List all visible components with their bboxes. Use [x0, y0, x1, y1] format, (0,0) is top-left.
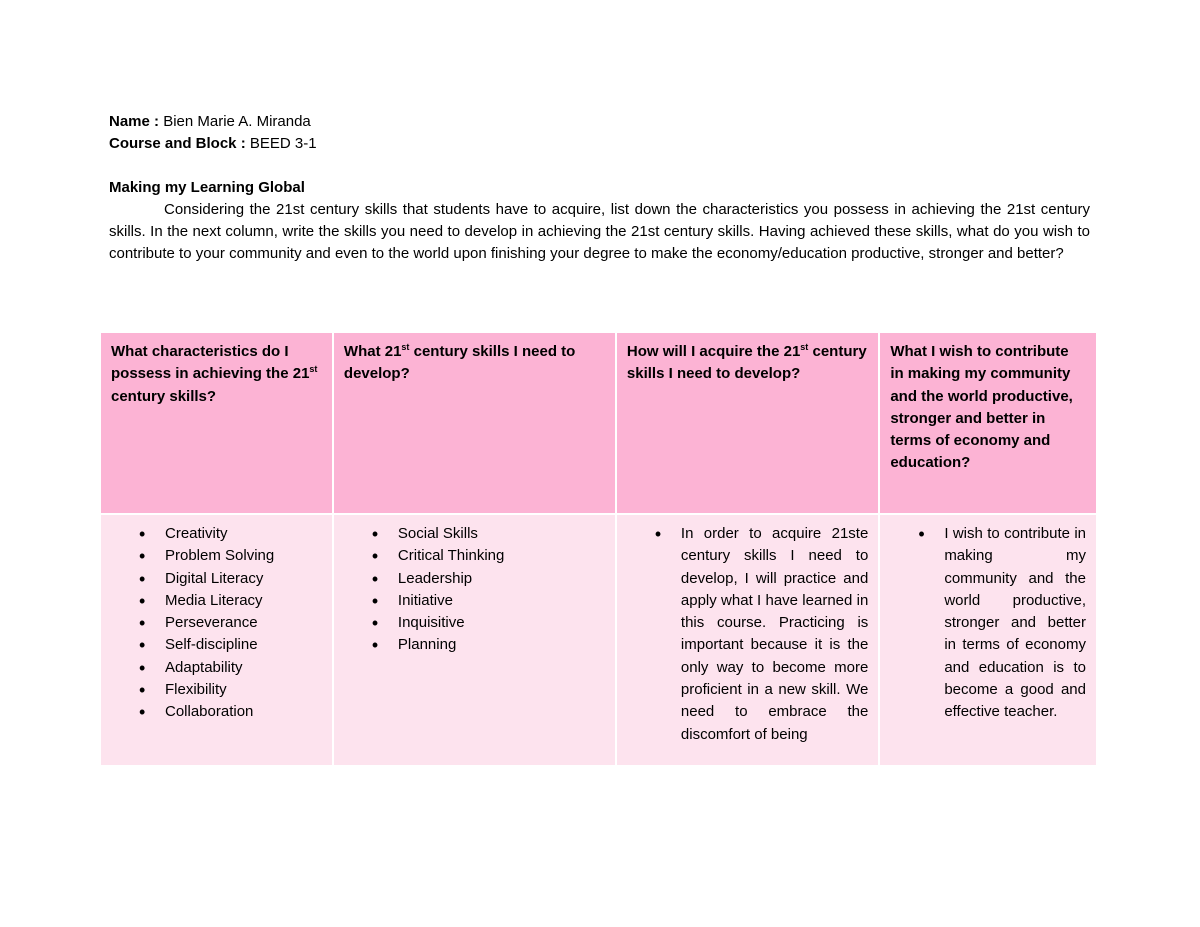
list-item: • Flexibility [165, 679, 322, 701]
name-row [109, 111, 317, 133]
cell-contribution [880, 515, 1096, 765]
list-item: • Perseverance [165, 612, 322, 634]
list-item: • Creativity [165, 523, 322, 545]
list-item: • Collaboration [165, 701, 322, 723]
list-item: • Media Literacy [165, 590, 322, 612]
list-item: • Digital Literacy [165, 568, 322, 590]
course-value: BEED 3-1 [249, 135, 317, 152]
skills-table [99, 331, 1098, 767]
name-value: Bien Marie A. Miranda [163, 113, 311, 130]
course-label: Course and Block : [109, 135, 246, 152]
course-row [109, 133, 317, 155]
cell-skills-to-develop [334, 515, 615, 765]
list-item: • Initiative [398, 590, 605, 612]
header-contribution: What I wish to contribute in making my community and the world productive, stronger and better in terms of economy and education? [880, 333, 1096, 513]
cell-characteristics [101, 515, 332, 765]
characteristics-list [111, 523, 322, 724]
section-title: Making my Learning Global [109, 179, 305, 196]
list-item: • Adaptability [165, 657, 322, 679]
header-skills-to-develop: What 21st century skills I need to develop? [334, 333, 615, 513]
list-item: • Problem Solving [165, 545, 322, 567]
list-item: • Inquisitive [398, 612, 605, 634]
list-item: • Leadership [398, 568, 605, 590]
table-header-row [101, 333, 1096, 513]
cell-how-to-acquire [617, 515, 878, 765]
list-item: • I wish to contribute in making my community and the world productive, stronger and better in terms of economy and education is to become a good and effective teacher. [944, 523, 1086, 724]
header-characteristics: What characteristics do I possess in achieving the 21st century skills? [101, 333, 332, 513]
list-item: • Planning [398, 634, 605, 656]
list-item: • Social Skills [398, 523, 605, 545]
acquire-list [627, 523, 868, 746]
header-how-to-acquire: How will I acquire the 21st century skills I need to develop? [617, 333, 878, 513]
table-body-row [101, 515, 1096, 765]
list-item: • In order to acquire 21ste century skills I need to develop, I will practice and apply what I have learned in this course. Practicing is important because it is the only way to become more proficient in a new skill. We need to embrace the discomfort of being [681, 523, 868, 746]
list-item: • Self-discipline [165, 634, 322, 656]
name-label: Name : [109, 113, 160, 130]
student-info [109, 111, 317, 155]
contribution-list [890, 523, 1086, 724]
list-item: • Critical Thinking [398, 545, 605, 567]
instructions-paragraph: Considering the 21st century skills that students have to acquire, list down the characteristics you possess in achieving the 21st century skills. In the next column, write the skills you need to develop in achieving the 21st century skills. Having achieved these skills, what do you wish to contribute to your community and even to the world upon finishing your degree to make the economy/education productive, stronger and better? [109, 201, 1090, 262]
skills-list [344, 523, 605, 657]
